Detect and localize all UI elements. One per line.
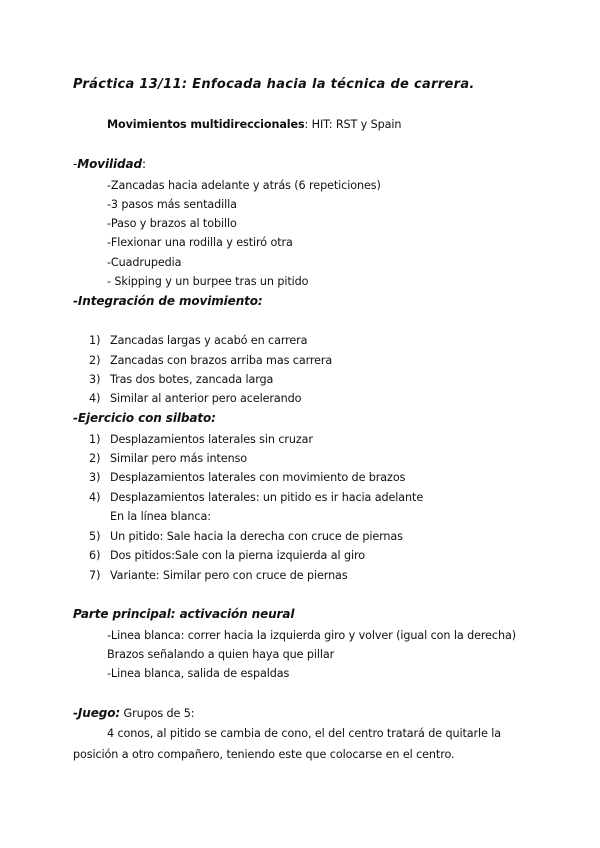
list-item: Dos pitidos:Sale con la pierna izquierda al giro [110, 549, 365, 562]
list-item: Desplazamientos laterales: un pitido es ir hacia adelante [110, 491, 424, 504]
list-number: 4) [89, 491, 101, 504]
warmup-line [107, 118, 401, 131]
list-item: Un pitido: Sale hacia la derecha con cruce de piernas [110, 530, 403, 543]
warmup-value: : HIT: RST y Spain [304, 118, 402, 131]
movilidad-heading [73, 157, 146, 171]
text-line: Brazos señalando a quien haya que pillar [107, 648, 335, 661]
list-item: Desplazamientos laterales sin cruzar [110, 433, 313, 446]
page-title: Práctica 13/11: Enfocada hacia la técnica de carrera. [73, 77, 475, 92]
list-item: -Flexionar una rodilla y estiró otra [107, 236, 293, 249]
movilidad-prefix: - [73, 157, 78, 171]
list-item: Zancadas con brazos arriba mas carrera [110, 354, 333, 367]
principal-heading: Parte principal: activación neural [73, 607, 295, 621]
list-item: -Zancadas hacia adelante y atrás (6 repeticiones) [107, 179, 381, 192]
list-number: 2) [89, 354, 101, 367]
list-item: Similar pero más intenso [110, 452, 248, 465]
text-line: 4 conos, al pitido se cambia de cono, el del centro tratará de quitarle la [107, 727, 502, 740]
list-item: - Skipping y un burpee tras un pitido [107, 275, 309, 288]
list-item: Variante: Similar pero con cruce de piernas [110, 569, 348, 582]
list-item: -Cuadrupedia [107, 256, 182, 269]
movilidad-title: Movilidad [77, 157, 142, 171]
list-number: 2) [89, 452, 101, 465]
list-number: 3) [89, 373, 101, 386]
juego-line [73, 706, 194, 720]
text-line: -Linea blanca: correr hacia la izquierda giro y volver (igual con la derecha) [107, 629, 516, 642]
subnote: En la línea blanca: [110, 510, 211, 523]
list-item: Desplazamientos laterales con movimiento de brazos [110, 471, 406, 484]
list-item: Tras dos botes, zancada larga [110, 373, 274, 386]
movilidad-suffix: : [141, 157, 146, 171]
list-number: 1) [89, 433, 101, 446]
juego-heading: -Juego: [73, 706, 121, 720]
juego-value: Grupos de 5: [120, 707, 195, 720]
list-number: 6) [89, 549, 101, 562]
list-item: Zancadas largas y acabó en carrera [110, 334, 308, 347]
list-number: 1) [89, 334, 101, 347]
integracion-heading: -Integración de movimiento: [73, 294, 263, 308]
list-item: Similar al anterior pero acelerando [110, 392, 302, 405]
list-item: -Paso y brazos al tobillo [107, 217, 237, 230]
text-line: posición a otro compañero, teniendo este que colocarse en el centro. [73, 748, 455, 761]
silbato-heading: -Ejercicio con silbato: [73, 411, 216, 425]
list-number: 4) [89, 392, 101, 405]
list-number: 7) [89, 569, 101, 582]
list-number: 5) [89, 530, 101, 543]
text-line: -Linea blanca, salida de espaldas [107, 667, 290, 680]
warmup-label: Movimientos multidireccionales [107, 118, 305, 131]
list-number: 3) [89, 471, 101, 484]
list-item: -3 pasos más sentadilla [107, 198, 237, 211]
